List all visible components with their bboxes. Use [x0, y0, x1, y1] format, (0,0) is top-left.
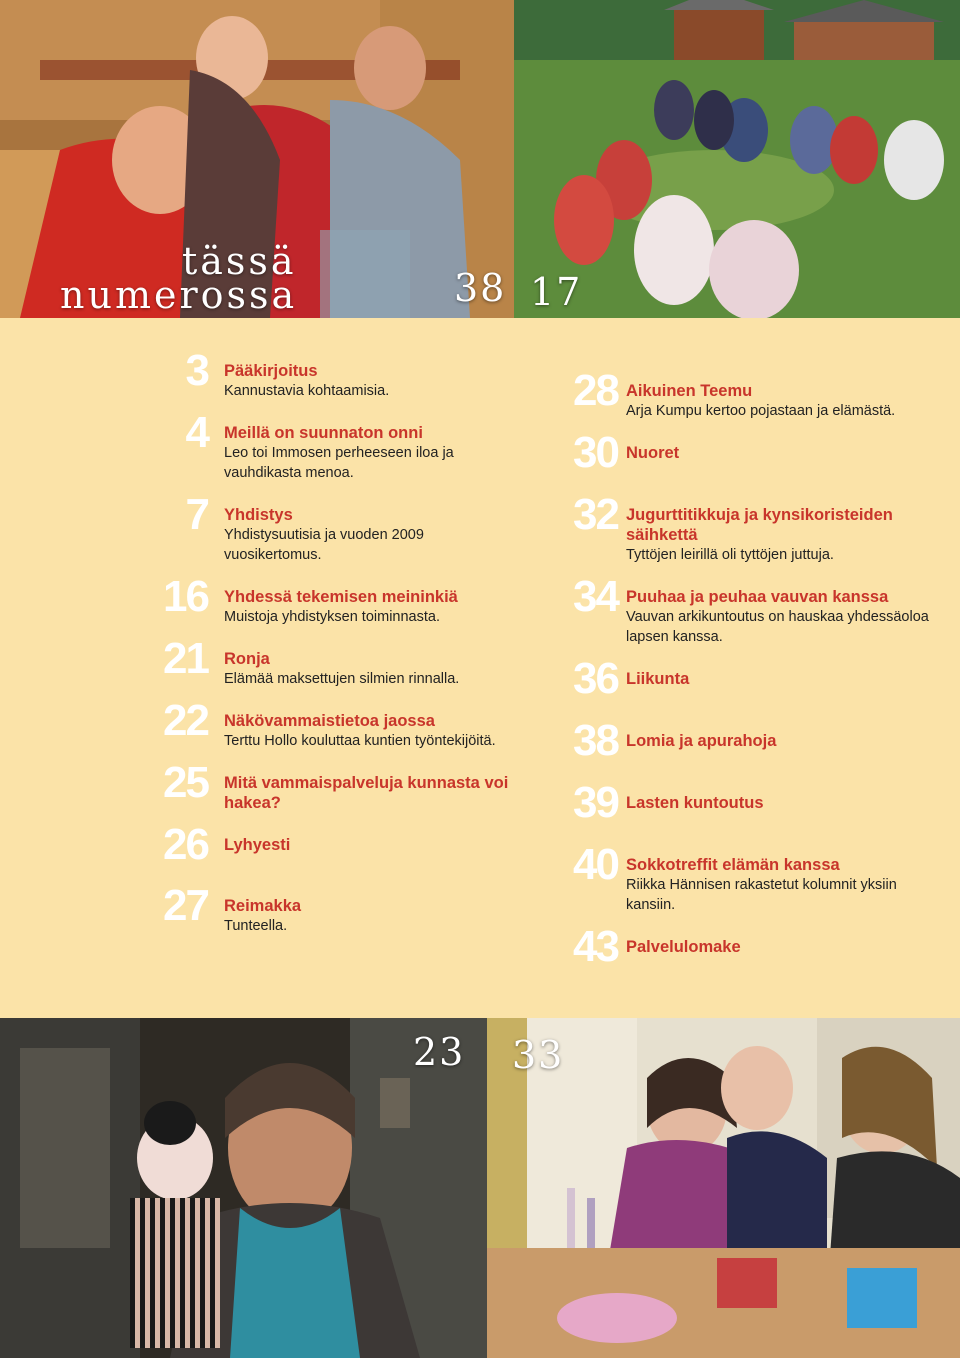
toc-title: Näkövammaistietoa jaossa	[224, 712, 435, 730]
toc-description: Leo toi Immosen perheeseen iloa ja vauhdikasta menoa.	[224, 445, 454, 481]
toc-title: Lomia ja apurahoja	[626, 732, 777, 750]
toc-description: Elämää maksettujen silmien rinnalla.	[224, 671, 460, 687]
toc-page-number: 32	[573, 490, 618, 539]
photo-page-number-17: 17	[530, 270, 583, 314]
toc-page-number: 7	[185, 490, 208, 539]
toc-page-number: 36	[573, 654, 618, 703]
page-title	[60, 239, 298, 317]
toc-page-number: 43	[573, 922, 618, 971]
toc-page-number: 30	[573, 428, 618, 477]
toc-page-number: 3	[185, 346, 208, 395]
toc-description: Tyttöjen leirillä oli tyttöjen juttuja.	[626, 547, 834, 563]
toc-page-number: 38	[573, 716, 618, 765]
toc-page-number: 39	[573, 778, 618, 827]
toc-page-number: 40	[573, 840, 618, 889]
toc-title: Yhdistys	[224, 506, 293, 524]
title-line-2: numerossa	[60, 273, 298, 317]
toc-title: Ronja	[224, 650, 270, 668]
photo-page-number-23: 23	[413, 1030, 466, 1074]
toc-title: Yhdessä tekemisen meininkiä	[224, 588, 458, 606]
toc-description: Terttu Hollo kouluttaa kuntien työntekijöitä.	[224, 733, 496, 749]
toc-title: Liikunta	[626, 670, 690, 688]
toc-title: Pääkirjoitus	[224, 362, 318, 380]
toc-title: Jugurttitikkuja ja kynsikoristeiden säihkettä	[626, 506, 893, 544]
toc-title: Nuoret	[626, 444, 680, 462]
toc-description: Riikka Hännisen rakastetut kolumnit yksiin kansiin.	[626, 877, 897, 913]
photo-page-number-33: 33	[512, 1033, 565, 1077]
toc-description: Muistoja yhdistyksen toiminnasta.	[224, 609, 440, 625]
toc-description: Vauvan arkikuntoutus on hauskaa yhdessäoloa lapsen kanssa.	[626, 609, 929, 645]
toc-title: Meillä on suunnaton onni	[224, 424, 423, 442]
toc-title: Lyhyesti	[224, 836, 291, 854]
toc-page-number: 21	[163, 634, 208, 683]
toc-page-number: 28	[573, 366, 618, 415]
toc-title: Mitä vammaispalveluja kunnasta voi hakea?	[224, 774, 509, 812]
toc-title: Puuhaa ja peuhaa vauvan kanssa	[626, 588, 889, 606]
toc-page-number: 34	[573, 572, 618, 621]
toc-page-number: 26	[163, 820, 208, 869]
photo-page-number-38: 38	[454, 266, 507, 310]
toc-title: Sokkotreffit elämän kanssa	[626, 856, 840, 874]
toc-page-number: 16	[163, 572, 208, 621]
toc-page-number: 4	[185, 408, 208, 457]
toc-page-number: 22	[163, 696, 208, 745]
toc-title: Lasten kuntoutus	[626, 794, 764, 812]
toc-title: Palvelulomake	[626, 938, 741, 956]
toc-page-number: 25	[163, 758, 208, 807]
toc-description: Tunteella.	[224, 918, 288, 934]
toc-description: Arja Kumpu kertoo pojastaan ja elämästä.	[626, 403, 896, 419]
title-line-1: tässä	[182, 239, 297, 283]
toc-description: Kannustavia kohtaamisia.	[224, 383, 390, 399]
toc-title: Aikuinen Teemu	[626, 382, 753, 400]
toc-title: Reimakka	[224, 897, 302, 915]
toc-description: Yhdistysuutisia ja vuoden 2009 vuosikertomus.	[224, 527, 424, 563]
toc-page-number: 27	[163, 881, 208, 930]
